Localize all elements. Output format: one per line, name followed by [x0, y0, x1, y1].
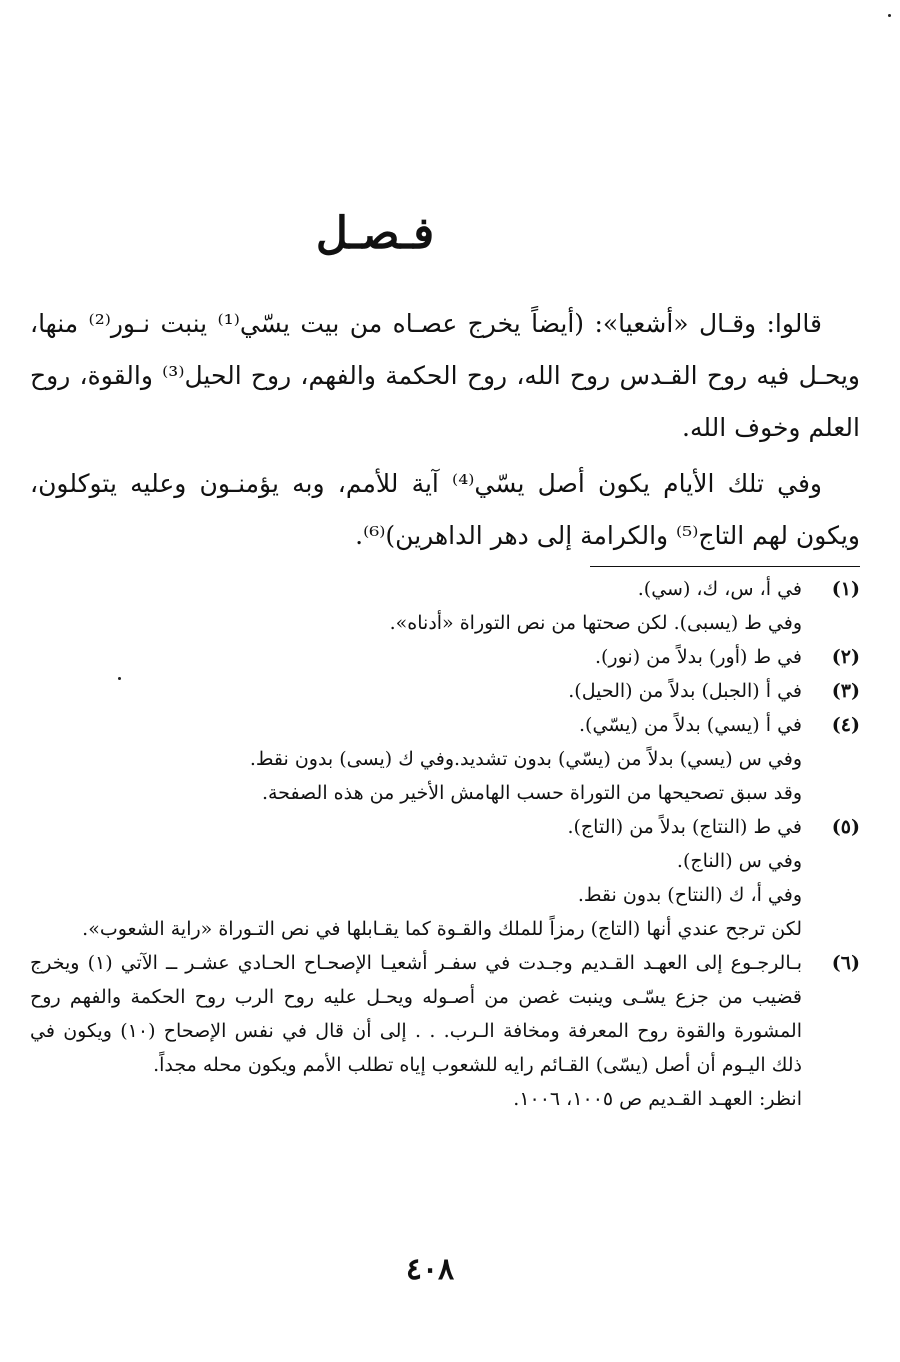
footnote: [30, 572, 860, 640]
footnote-line: في أ (الجبل) بدلاً من (الحيل).: [568, 680, 802, 702]
footnote-line: لكن ترجح عندي أنها (التاج) رمزاً للملك والقـوة كما يقـابلها في نص التـوراة «راية الشعوب».: [82, 918, 802, 940]
footnote-line: في ط (النتاج) بدلاً من (التاج).: [567, 816, 802, 838]
footnote-body: [30, 810, 802, 946]
footnote-line: وفي س (الناج).: [676, 850, 802, 872]
footnote-line: انظر: العهـد القـديم ص ١٠٠٥، ١٠٠٦.: [513, 1088, 802, 1110]
footnote-line: وفي ط (يسبى). لكن صحتها من نص التوراة «أدناه».: [389, 612, 802, 634]
footnote-line: وفي س (يسي) بدلاً من (يسّي) بدون تشديد.وفي ك (يسى) بدون نقط.: [249, 748, 802, 770]
footnote-line: في أ، س، ك، (سي).: [637, 578, 802, 600]
page-number: ٤٠٨: [405, 1252, 455, 1287]
footnote-body: [30, 674, 802, 708]
footnote: [30, 946, 860, 1116]
main-text: [30, 298, 860, 562]
footnote-body: [30, 572, 802, 640]
footnote-line: بـالرجـوع إلى العهـد القـديم وجـدت في سفـر أشعيـا الإصحـاح الحـادي عشـر ــ الآتي (١) ويخرج قضيب من جزع يسّـى وينبت غصن من أصـوله ويحـل عليه روح الرب روح الحكمة والفهم روح المشورة والقوة روح المعرفة ومخافة الـرب. . . إلى أن قال في نفس الإصحاح (١٠) ويكون في ذلك اليـوم أن أصل (يسّى) القـائم رايه للشعوب إياه تطلب الأمم ويكون محله مجداً.: [30, 952, 803, 1076]
footnote-line: في ط (أور) بدلاً من (نور).: [594, 646, 802, 668]
footnote-number: (٣): [831, 680, 860, 702]
footnote-line: وقد سبق تصحيحها من التوراة حسب الهامش الأخير من هذه الصفحة.: [261, 782, 802, 804]
footnote-body: [30, 946, 802, 1116]
footnote-body: [30, 640, 802, 674]
footnote-number: (٢): [831, 646, 860, 668]
section-heading: فـصـل: [315, 208, 435, 259]
footnote-line: وفي أ، ك (النتاح) بدون نقط.: [577, 884, 802, 906]
footnote-separator: [590, 566, 860, 567]
footnote-body: [30, 708, 802, 810]
footnote-number: (٤): [831, 714, 860, 736]
paragraph: قالوا: وقـال «أشعيا»: (أيضاً يخرج عصـاه من بيت يسّي⁽¹⁾ ينبت نـور⁽²⁾ منها، ويحـل فيه روح القـدس روح الله، روح الحكمة والفهم، روح الحيل⁽³⁾ والقوة، روح العلم وخوف الله.: [30, 309, 860, 442]
ink-speck: [888, 14, 891, 17]
footnote-number: (١): [831, 578, 860, 600]
footnote: [30, 674, 860, 708]
footnote: [30, 640, 860, 674]
paragraph: وفي تلك الأيام يكون أصل يسّي⁽⁴⁾ آية للأمم، وبه يؤمنـون وعليه يتوكلون، ويكون لهم التاج⁽⁵⁾ والكرامة إلى دهر الداهرين)⁽⁶⁾.: [30, 469, 860, 550]
footnotes: [30, 572, 860, 1116]
footnote-number: (٦): [831, 952, 860, 974]
footnote-number: (٥): [831, 816, 860, 838]
footnote: [30, 810, 860, 946]
footnote-line: في أ (يسي) بدلاً من (يسّي).: [579, 714, 802, 736]
footnote: [30, 708, 860, 810]
